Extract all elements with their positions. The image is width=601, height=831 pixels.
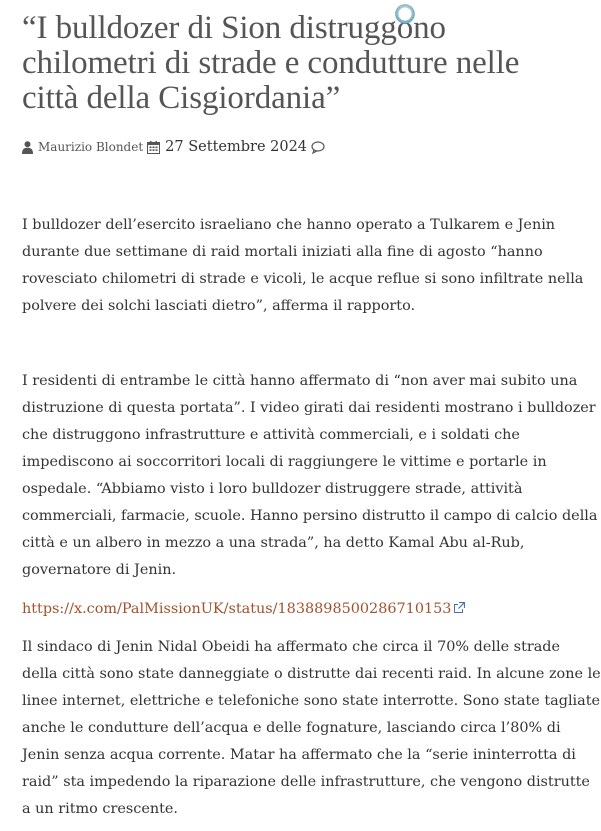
paragraph-line: linee internet, elettriche e telefoniche sono state interrotte. Sono state tagliate	[22, 693, 601, 709]
paragraph-line: I residenti di entrambe le città hanno affermato di “non aver mai subito una	[22, 373, 578, 389]
publish-date: 27 Settembre 2024	[165, 139, 308, 155]
paragraph-line: raid” sta impedendo la riparazione delle infrastrutture, che vengono distrutte	[22, 774, 590, 790]
comment-icon[interactable]	[311, 141, 325, 154]
paragraph-line: I bulldozer dell’esercito israeliano che hanno operato a Tulkarem e Jenin	[22, 217, 556, 233]
loading-spinner-icon	[395, 4, 415, 24]
paragraph-line: anche le condutture dell’acqua e delle fognature, lasciando circa l’80% di	[22, 720, 561, 736]
article	[22, 0, 601, 817]
paragraph-line: rovesciato chilometri di strade e vicoli, le acque reflue si sono infiltrate nella	[22, 271, 584, 287]
paragraph-2	[22, 368, 598, 584]
title-line: città della Cisgiordania”	[22, 80, 341, 116]
paragraph-3	[22, 634, 601, 823]
paragraph-line: città e un albero in mezzo a una strada”, ha detto Kamal Abu al-Rub,	[22, 535, 525, 551]
tweet-link[interactable]	[22, 596, 465, 623]
external-link-icon	[454, 596, 465, 623]
paragraph-line: polvere dei solchi lasciati dietro”, afferma il rapporto.	[22, 298, 416, 314]
paragraph-line: Il sindaco di Jenin Nidal Obeidi ha affermato che circa il 70% delle strade	[22, 639, 561, 655]
paragraph-line: commerciali, farmacie, scuole. Hanno persino distrutto il campo di calcio della	[22, 508, 598, 524]
paragraph-1	[22, 212, 582, 320]
article-meta	[22, 138, 325, 156]
calendar-icon	[147, 141, 160, 154]
paragraph-line: impediscono ai soccorritori locali di raggiungere le vittime e portarle in	[22, 454, 547, 470]
paragraph-line: Jenin senza acqua corrente. Matar ha affermato che la “serie ininterrotta di	[22, 747, 576, 763]
title-line: “I bulldozer di Sion distruggono	[22, 10, 446, 46]
paragraph-line: che distruggono infrastrutture e attività commerciali, e i soldati che	[22, 427, 520, 443]
tweet-link-text: https://x.com/PalMissionUK/status/1838898500286710153	[22, 601, 452, 617]
author-name[interactable]: Maurizio Blondet	[38, 140, 144, 154]
article-title	[22, 0, 582, 116]
paragraph-line: a un ritmo crescente.	[22, 801, 178, 817]
paragraph-line: durante due settimane di raid mortali iniziati alla fine di agosto “hanno	[22, 244, 543, 260]
paragraph-line: governatore di Jenin.	[22, 562, 177, 578]
paragraph-line: ospedale. “Abbiamo visto i loro bulldozer distruggere strade, attività	[22, 481, 523, 497]
user-icon	[22, 141, 33, 154]
title-line: chilometri di strade e condutture nelle	[22, 45, 520, 81]
paragraph-line: della città sono state danneggiate o distrutte dai recenti raid. In alcune zone le	[22, 666, 601, 682]
paragraph-line: distruzione di questa portata”. I video girati dai residenti mostrano i bulldozer	[22, 400, 596, 416]
